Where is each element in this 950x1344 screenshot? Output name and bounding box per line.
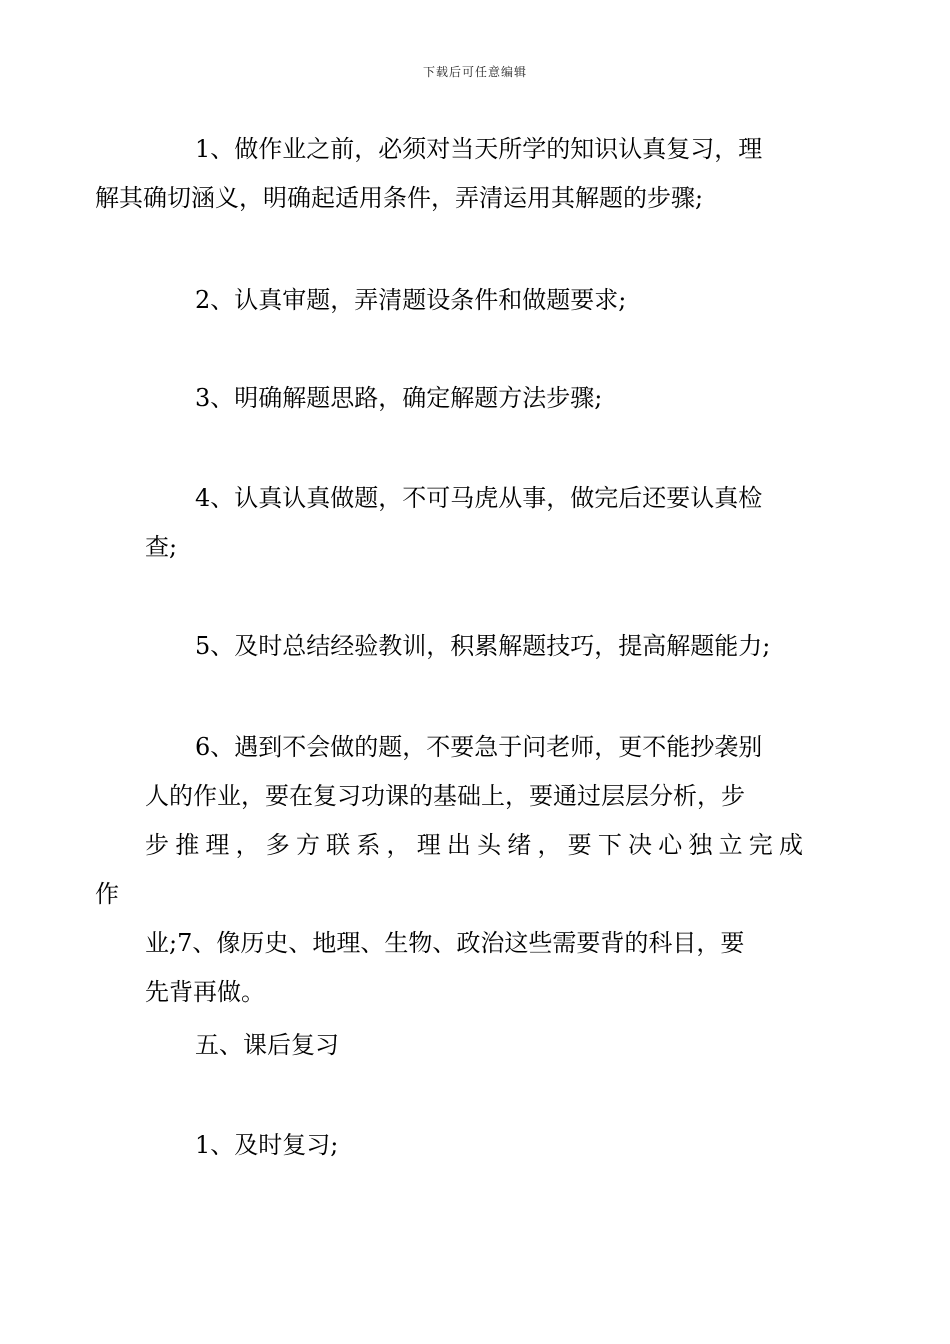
paragraph-line: 1、及时复习;	[195, 1131, 339, 1159]
paragraph-line: 5、及时总结经验教训，积累解题技巧，提高解题能力;	[195, 632, 771, 660]
paragraph-line: 6、遇到不会做的题，不要急于问老师，更不能抄袭别	[195, 733, 763, 761]
section-heading	[145, 1021, 809, 1070]
paragraph-line: 2、认真审题，弄清题设条件和做题要求;	[195, 286, 627, 314]
paragraph-line: 业;7、像历史、地理、生物、政治这些需要背的科目，要	[145, 929, 745, 957]
paragraph-item-4	[145, 474, 809, 572]
paragraph-line: 解其确切涵义，明确起适用条件，弄清运用其解题的步骤;	[95, 184, 704, 212]
paragraph-item-3	[145, 374, 809, 423]
paragraph-line: 4、认真认真做题，不可马虎从事，做完后还要认真检	[195, 484, 763, 512]
paragraph-line: 步推理，多方联系，理出头绪，要下决心独立完成作	[95, 831, 809, 908]
paragraph-item-5	[145, 622, 809, 671]
paragraph-line: 五、课后复习	[195, 1031, 339, 1059]
paragraph-line: 先背再做。	[145, 978, 265, 1006]
paragraph-line: 人的作业，要在复习功课的基础上，要通过层层分析，步	[145, 782, 745, 810]
paragraph-line: 1、做作业之前，必须对当天所学的知识认真复习，理	[195, 135, 763, 163]
paragraph-item-2	[145, 276, 809, 325]
paragraph-item-6	[95, 723, 809, 1017]
paragraph-line: 3、明确解题思路，确定解题方法步骤;	[195, 384, 603, 412]
page-header: 下载后可任意编辑	[422, 65, 527, 79]
paragraph-line: 查;	[145, 533, 178, 561]
paragraph-item-7	[145, 1121, 809, 1170]
paragraph-item-1	[95, 125, 809, 223]
